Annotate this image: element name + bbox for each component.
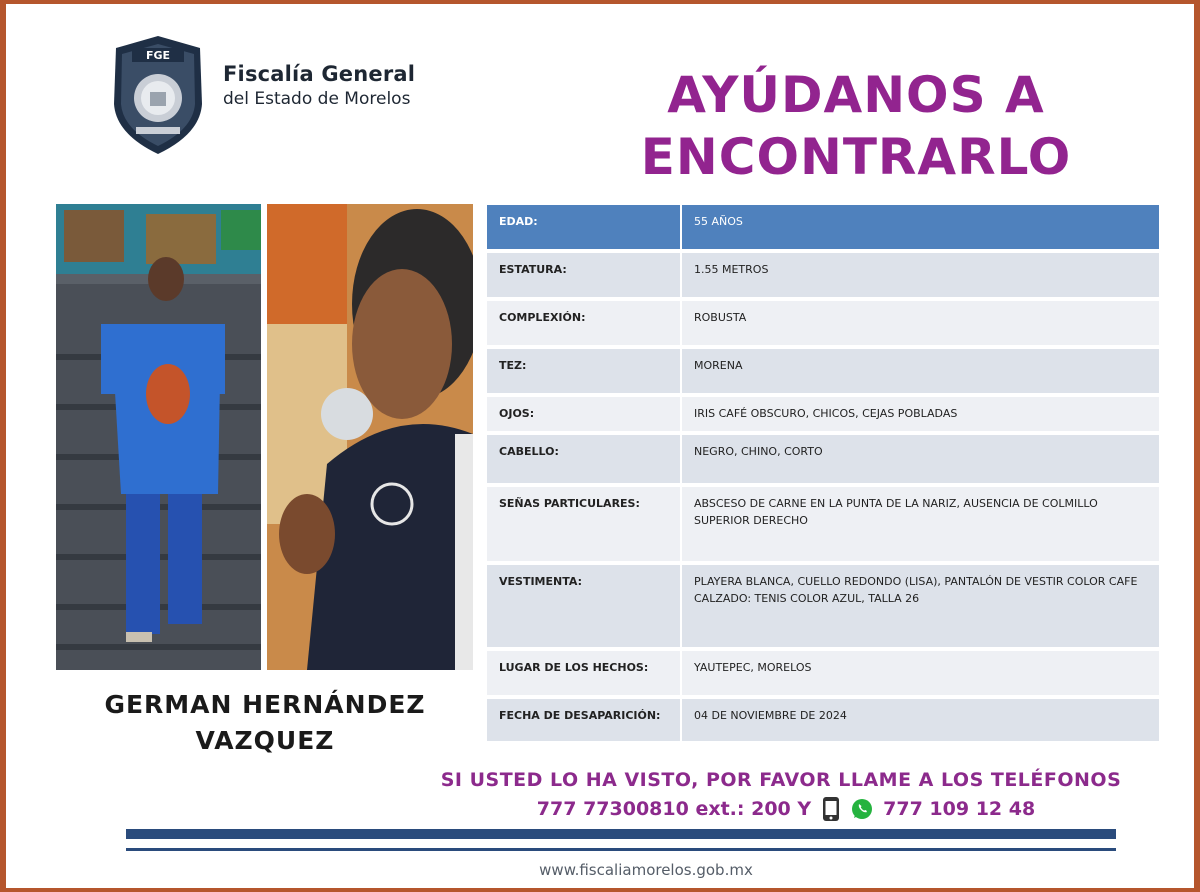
website-url: www.fiscaliamorelos.gob.mx	[539, 861, 753, 879]
detail-value: PLAYERA BLANCA, CUELLO REDONDO (LISA), PANTALÓN DE VESTIR COLOR CAFE CALZADO: TENIS COLOR AZUL, TALLA 26	[681, 563, 1159, 649]
detail-label: ESTATURA:	[487, 251, 681, 299]
detail-label: VESTIMENTA:	[487, 563, 681, 649]
detail-value: ABSCESO DE CARNE EN LA PUNTA DE LA NARIZ, AUSENCIA DE COLMILLO SUPERIOR DERECHO	[681, 485, 1159, 563]
table-row	[487, 395, 1159, 433]
detail-value: NEGRO, CHINO, CORTO	[681, 433, 1159, 485]
headline-line-2: ENCONTRARLO	[640, 128, 1072, 186]
person-name	[56, 687, 474, 759]
agency-name: Fiscalía General	[223, 62, 416, 86]
phone-number-2: 777 109 12 48	[883, 798, 1036, 820]
table-row	[487, 347, 1159, 395]
table-row	[487, 563, 1159, 649]
footer-divider-thick	[126, 829, 1116, 839]
detail-value: 04 DE NOVIEMBRE DE 2024	[681, 697, 1159, 743]
table-row	[487, 433, 1159, 485]
poster-sheet	[6, 4, 1194, 888]
detail-value: YAUTEPEC, MORELOS	[681, 649, 1159, 697]
shield-badge-icon	[110, 34, 206, 156]
details-table	[487, 205, 1159, 745]
footer-divider-thin	[126, 848, 1116, 851]
person-name-line-1: GERMAN HERNÁNDEZ	[104, 690, 426, 719]
detail-label: EDAD:	[487, 205, 681, 251]
whatsapp-icon	[851, 798, 873, 820]
svg-text:FGE: FGE	[145, 49, 171, 62]
call-to-action: SI USTED LO HA VISTO, POR FAVOR LLAME A LOS TELÉFONOS	[440, 769, 1122, 791]
detail-label: COMPLEXIÓN:	[487, 299, 681, 347]
table-row	[487, 649, 1159, 697]
headline	[576, 64, 1136, 188]
detail-value: MORENA	[681, 347, 1159, 395]
table-row	[487, 205, 1159, 251]
phone-number-1: 777 77300810 ext.: 200 Y	[536, 798, 812, 820]
detail-value: 55 AÑOS	[681, 205, 1159, 251]
person-photo-full-body	[56, 204, 261, 670]
detail-value: 1.55 METROS	[681, 251, 1159, 299]
detail-label: SEÑAS PARTICULARES:	[487, 485, 681, 563]
detail-label: FECHA DE DESAPARICIÓN:	[487, 697, 681, 743]
phone-numbers	[426, 796, 1146, 822]
table-row	[487, 697, 1159, 743]
detail-value: IRIS CAFÉ OBSCURO, CHICOS, CEJAS POBLADAS	[681, 395, 1159, 433]
detail-label: CABELLO:	[487, 433, 681, 485]
mobile-phone-icon	[821, 796, 841, 822]
detail-label: LUGAR DE LOS HECHOS:	[487, 649, 681, 697]
table-row	[487, 299, 1159, 347]
table-row	[487, 485, 1159, 563]
detail-value: ROBUSTA	[681, 299, 1159, 347]
headline-line-1: AYÚDANOS A	[667, 66, 1045, 124]
person-name-line-2: VAZQUEZ	[195, 726, 335, 755]
agency-subtitle: del Estado de Morelos	[223, 89, 411, 109]
detail-label: TEZ:	[487, 347, 681, 395]
detail-label: OJOS:	[487, 395, 681, 433]
table-row	[487, 251, 1159, 299]
person-photo-close-up	[267, 204, 473, 670]
